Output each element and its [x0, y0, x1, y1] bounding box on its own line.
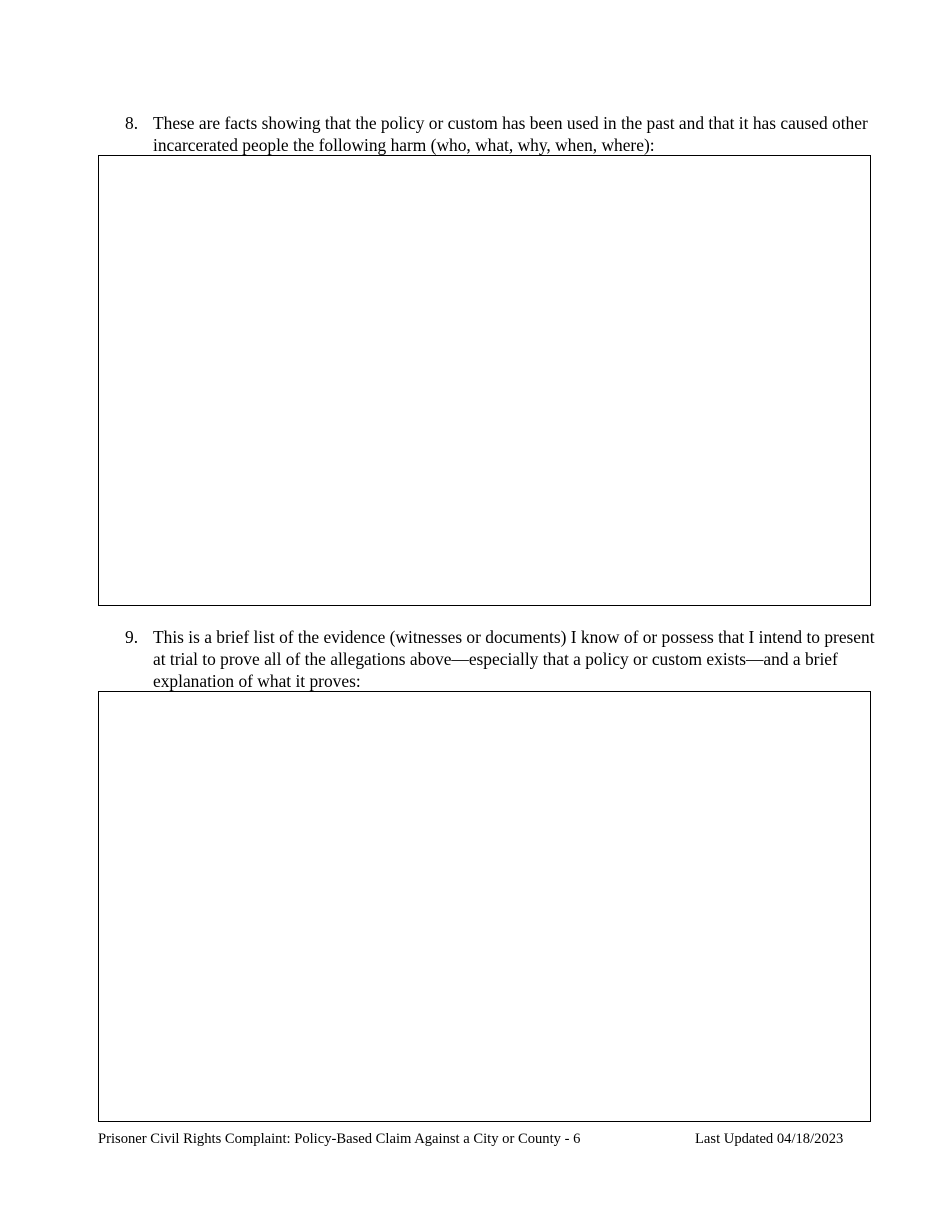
- question-8: [125, 112, 875, 156]
- footer-last-updated: Last Updated 04/18/2023: [695, 1131, 844, 1147]
- question-9: [125, 626, 875, 692]
- question-9-number: 9.: [125, 627, 139, 647]
- question-8-text: These are facts showing that the policy or custom has been used in the past and that it has caused other incarcerated people the following harm (who, what, why, when, where):: [153, 113, 868, 155]
- question-8-answer-box[interactable]: [98, 155, 871, 606]
- question-8-number: 8.: [125, 113, 139, 133]
- question-9-text: This is a brief list of the evidence (witnesses or documents) I know of or possess that I intend to present at trial to prove all of the allegations above—especially that a policy or custom exists—and a brief explanation of what it proves:: [153, 627, 875, 691]
- question-9-answer-box[interactable]: [98, 691, 871, 1122]
- footer-title: Prisoner Civil Rights Complaint: Policy-Based Claim Against a City or County - 6: [98, 1131, 581, 1147]
